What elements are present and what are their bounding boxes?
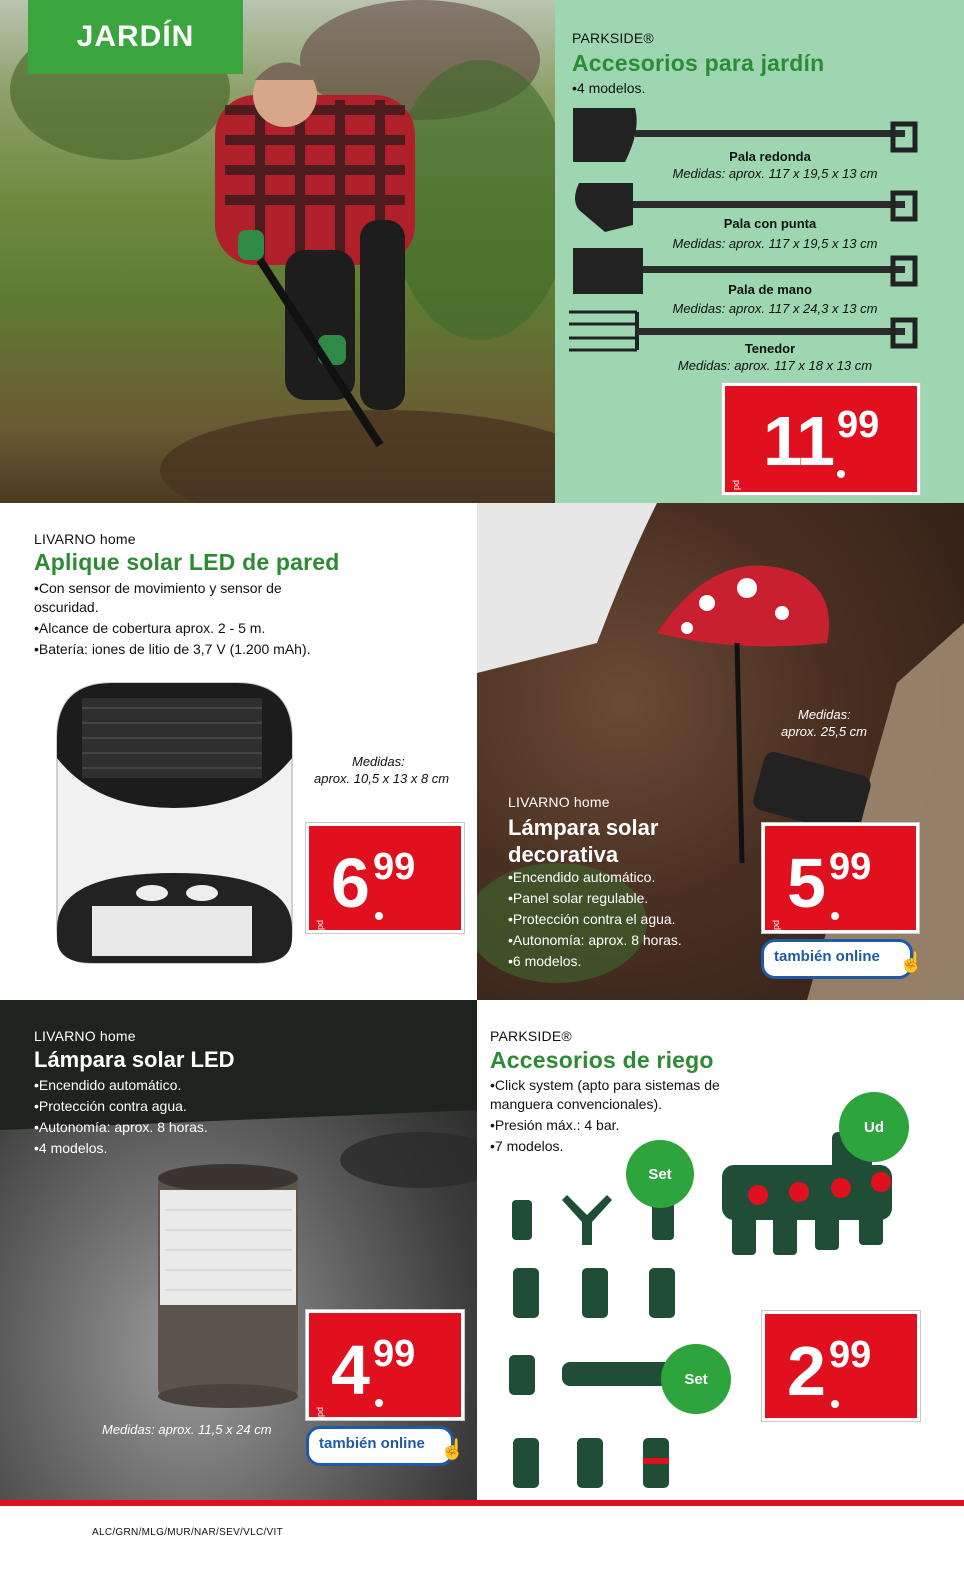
price-tag bbox=[306, 1310, 464, 1420]
wall-light-panel bbox=[0, 503, 477, 1000]
tool-dims: Medidas: aprox. 117 x 19,5 x 13 cm bbox=[672, 236, 878, 251]
price-dot bbox=[375, 912, 383, 920]
gardener-illustration bbox=[0, 0, 555, 503]
feature-item: • Panel solar regulable. bbox=[508, 888, 682, 909]
brand-label: PARKSIDE® bbox=[490, 1028, 572, 1044]
product-title: Aplique solar LED de pared bbox=[34, 549, 340, 575]
feature-item: • 7 modelos. bbox=[490, 1137, 770, 1156]
feature-list bbox=[508, 867, 682, 972]
feature-item: • Con sensor de movimiento y sensor de oscuridad. bbox=[34, 579, 334, 617]
tool-name: Pala con punta bbox=[723, 216, 817, 231]
feature-item: • Click system (apto para sistemas de manguera convencionales). bbox=[490, 1076, 770, 1114]
tool-dims: Medidas: aprox. 117 x 18 x 13 cm bbox=[677, 358, 873, 373]
title-line: Lámpara solar bbox=[508, 815, 659, 840]
feature-item: • Batería: iones de litio de 3,7 V (1.200 mAh). bbox=[34, 640, 334, 659]
online-label: también online bbox=[774, 948, 880, 965]
pointer-hand-icon: ☝ bbox=[440, 1439, 465, 1461]
online-badge[interactable] bbox=[306, 1426, 465, 1466]
pointer-hand-icon: ☝ bbox=[899, 952, 924, 974]
product-title: Accesorios para jardín bbox=[572, 50, 825, 76]
dims-value: aprox. 25,5 cm bbox=[781, 724, 867, 739]
feature-item: • Presión máx.: 4 bar. bbox=[490, 1116, 770, 1135]
price-dot bbox=[375, 1399, 383, 1407]
footer-regions: ALC/GRN/MLG/MUR/NAR/SEV/VLC/VIT bbox=[92, 1527, 283, 1538]
product-title: Lámpara solar LED bbox=[34, 1047, 235, 1072]
section-tag: JARDÍN bbox=[28, 0, 243, 74]
dims-label: Medidas: bbox=[352, 754, 405, 769]
unit-badge: Ud bbox=[839, 1092, 909, 1162]
price-unit: pd bbox=[315, 919, 325, 930]
feature-item: • Autonomía: aprox. 8 horas. bbox=[34, 1117, 208, 1138]
brand-label: LIVARNO home bbox=[34, 531, 136, 547]
dims-value: Medidas: aprox. 11,5 x 24 cm bbox=[102, 1422, 272, 1437]
hose-fittings-illustration bbox=[477, 1000, 964, 1500]
title-line: decorativa bbox=[508, 842, 619, 867]
product-title bbox=[508, 814, 658, 868]
price-dot bbox=[831, 1400, 839, 1408]
price-tag bbox=[762, 823, 919, 933]
price-decimal: 99 bbox=[373, 846, 416, 888]
set-badge: Set bbox=[661, 1344, 731, 1414]
price-dot bbox=[831, 912, 839, 920]
set-badge: Set bbox=[626, 1140, 694, 1208]
price-tag bbox=[722, 383, 920, 495]
feature-item: • 6 modelos. bbox=[508, 951, 682, 972]
deco-lamp-panel bbox=[477, 503, 964, 1000]
brand-label: LIVARNO home bbox=[34, 1028, 136, 1044]
tool-dims: Medidas: aprox. 117 x 19,5 x 13 cm bbox=[672, 166, 878, 181]
feature-list bbox=[34, 579, 334, 659]
tool-name: Pala redonda bbox=[729, 149, 811, 164]
price-decimal: 99 bbox=[829, 1334, 872, 1376]
online-label: también online bbox=[319, 1435, 425, 1452]
price-tag bbox=[762, 1311, 920, 1421]
feature-item: • Autonomía: aprox. 8 horas. bbox=[508, 930, 682, 951]
feature-item: • 4 modelos. bbox=[34, 1138, 208, 1159]
garden-fork-icon bbox=[569, 312, 637, 350]
tool-dims: Medidas: aprox. 117 x 24,3 x 13 cm bbox=[672, 301, 878, 316]
price-decimal: 99 bbox=[837, 404, 880, 446]
tool-name: Pala de mano bbox=[728, 282, 812, 297]
footer-rule bbox=[0, 1500, 964, 1506]
product-title: Accesorios de riego bbox=[490, 1047, 714, 1073]
price-unit: pd bbox=[315, 1406, 325, 1417]
feature-item: • Protección contra el agua. bbox=[508, 909, 682, 930]
feature-item: • Encendido automático. bbox=[508, 867, 682, 888]
feature-item: • Protección contra agua. bbox=[34, 1096, 208, 1117]
price-unit: pd bbox=[731, 479, 741, 490]
garden-tools-panel bbox=[555, 0, 964, 503]
price-integer: 4 bbox=[331, 1331, 368, 1409]
feature-item: • 4 modelos. bbox=[572, 78, 645, 99]
price-decimal: 99 bbox=[373, 1333, 416, 1375]
feature-item: • Encendido automático. bbox=[34, 1075, 208, 1096]
dims-value: aprox. 10,5 x 13 x 8 cm bbox=[314, 771, 450, 786]
square-shovel-icon bbox=[573, 248, 643, 294]
tool-name: Tenedor bbox=[744, 341, 796, 356]
price-integer: 2 bbox=[787, 1332, 824, 1410]
online-badge[interactable] bbox=[761, 939, 924, 979]
price-dot bbox=[837, 470, 845, 478]
round-shovel-icon bbox=[573, 108, 637, 162]
brand-label: PARKSIDE® bbox=[572, 30, 654, 46]
brand-label: LIVARNO home bbox=[508, 794, 610, 810]
dims-label: Medidas: bbox=[798, 707, 851, 722]
pointed-shovel-icon bbox=[575, 183, 633, 232]
irrigation-panel bbox=[477, 1000, 964, 1500]
feature-item: • Alcance de cobertura aprox. 2 - 5 m. bbox=[34, 619, 334, 638]
garden-photo bbox=[0, 0, 555, 503]
price-decimal: 99 bbox=[829, 846, 872, 888]
price-unit: pd bbox=[771, 919, 781, 930]
price-integer: 11 bbox=[763, 402, 833, 480]
price-tag bbox=[306, 823, 464, 933]
feature-list bbox=[34, 1075, 208, 1159]
wall-light-illustration bbox=[52, 678, 297, 968]
led-lamp-panel bbox=[0, 1000, 477, 1500]
price-integer: 5 bbox=[787, 844, 824, 922]
price-integer: 6 bbox=[331, 844, 368, 922]
